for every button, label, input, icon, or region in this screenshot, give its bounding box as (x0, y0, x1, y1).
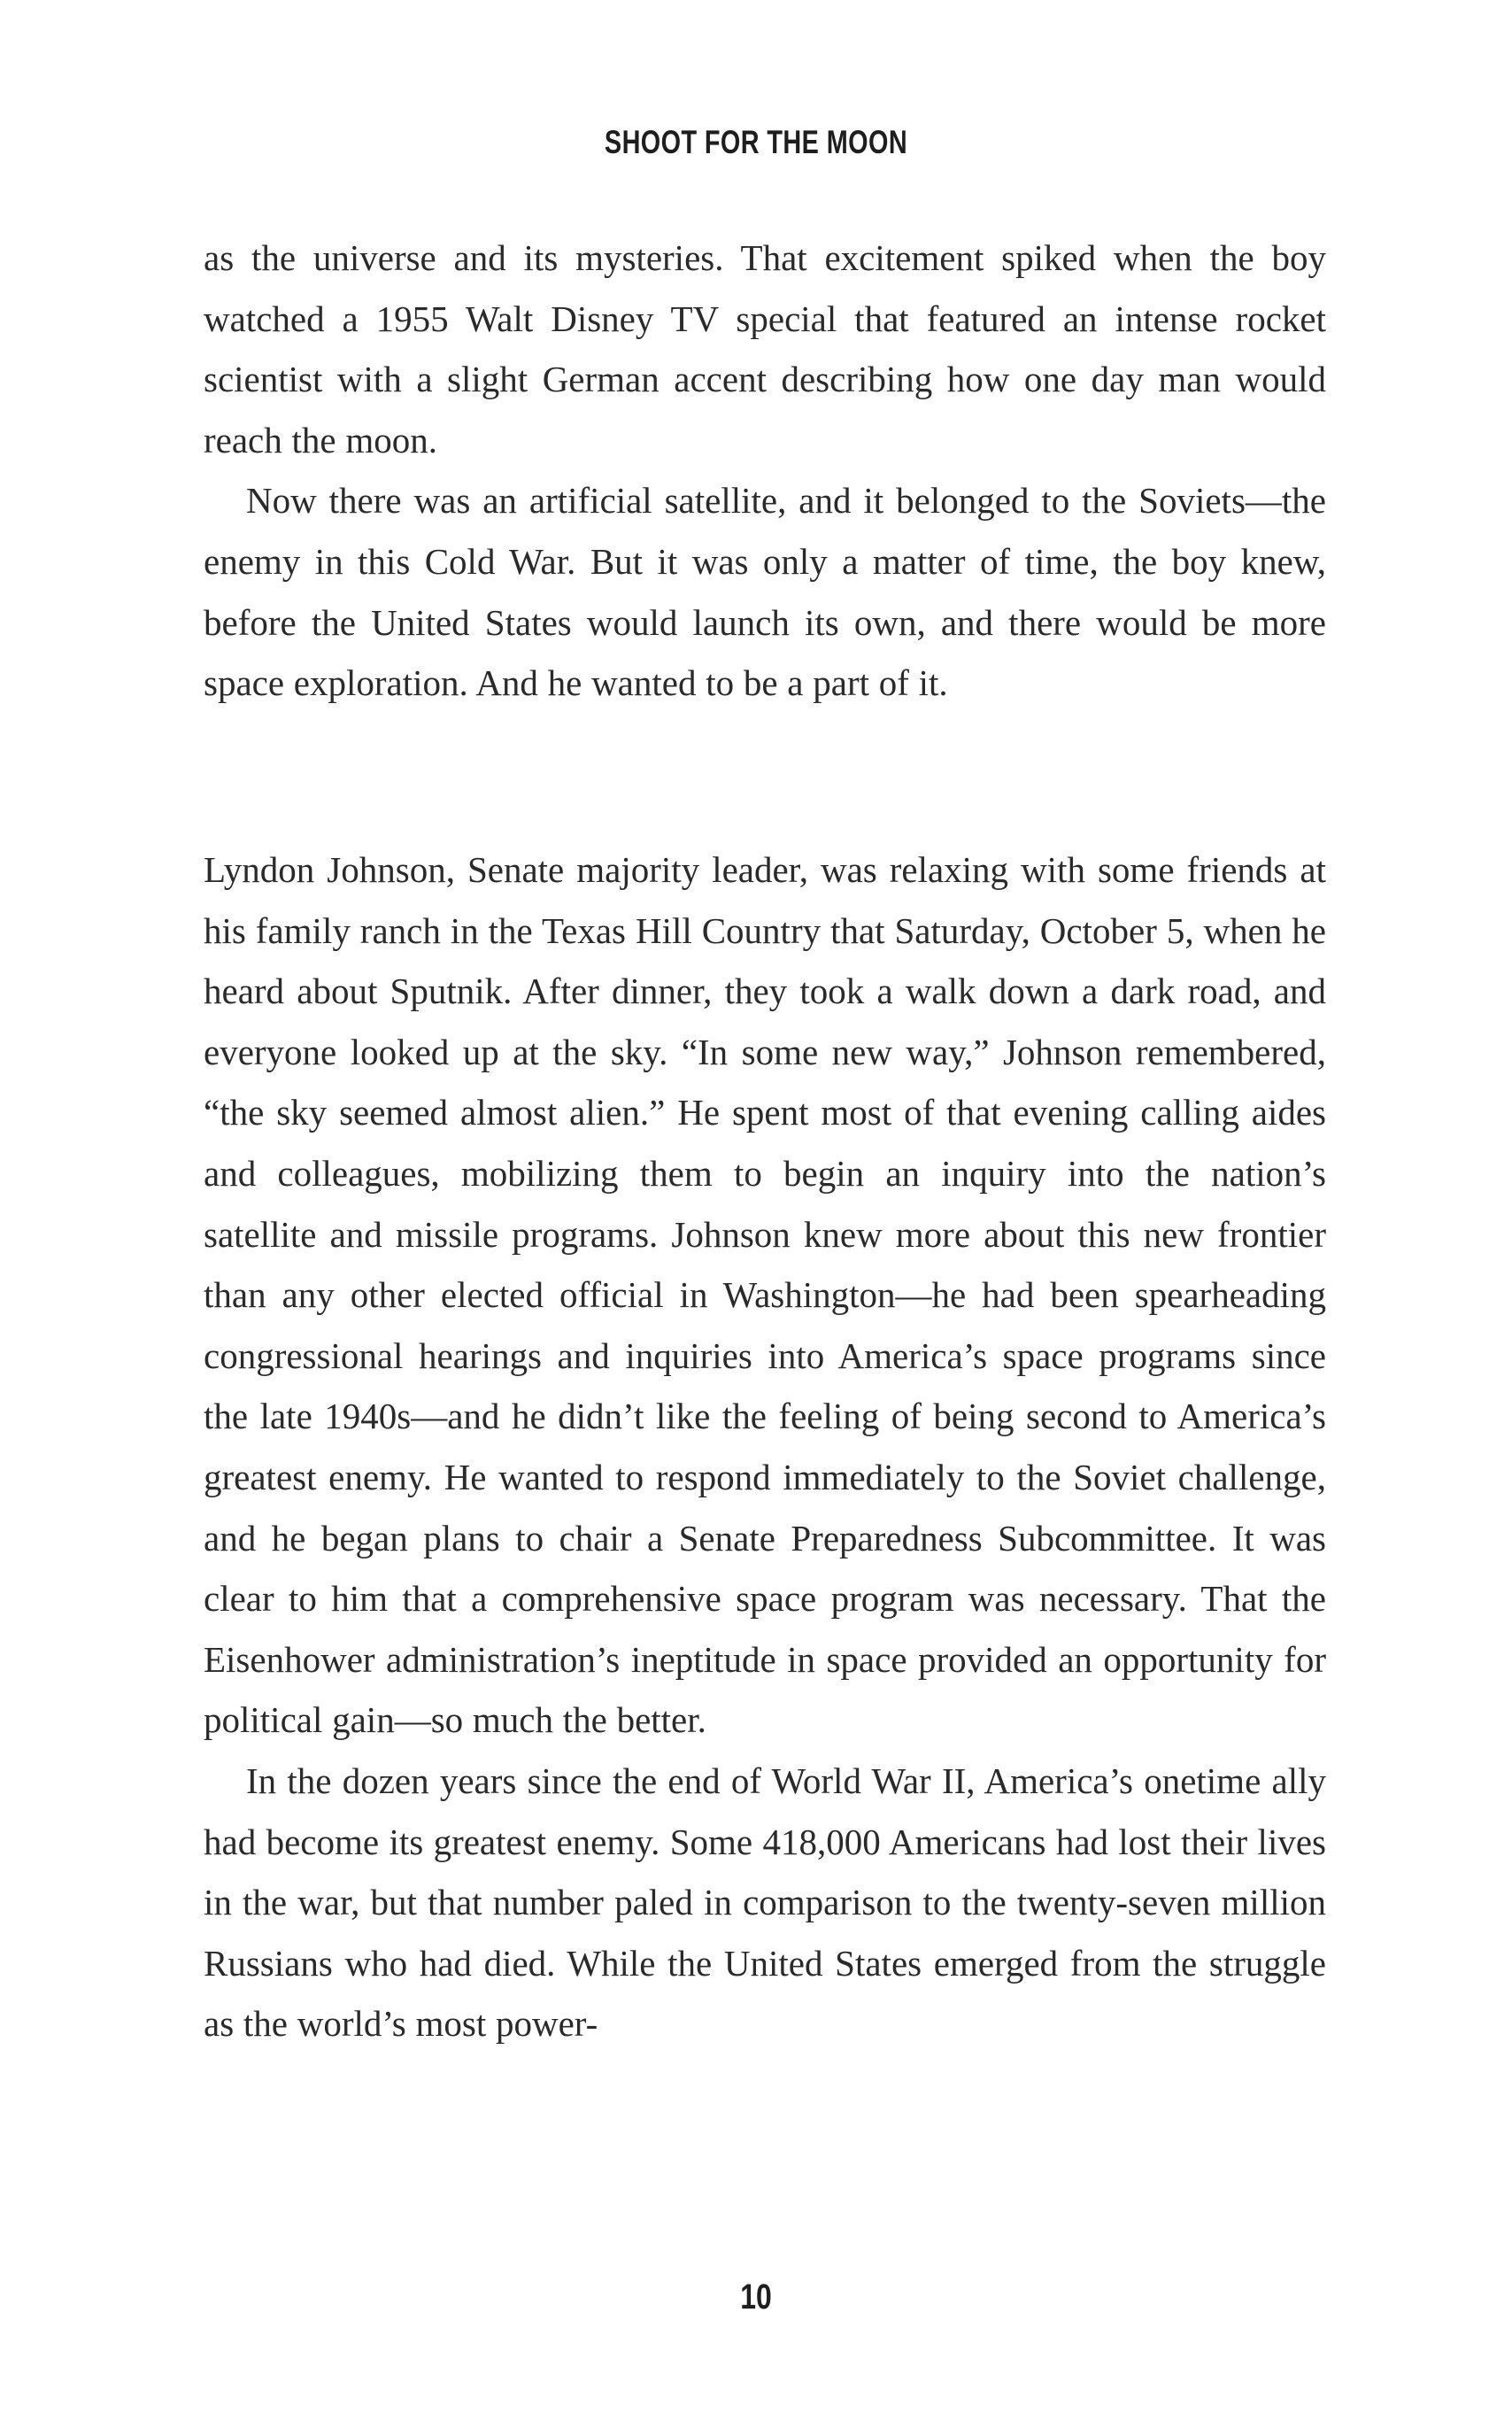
paragraph-1: as the universe and its mysteries. That excitement spiked when the boy watched a 1955 Walt Disney TV special that featured an intense rocket scientist with a slight German accent describing how one day man would reach the moon. (204, 237, 1326, 460)
text-block-section (204, 839, 1326, 2054)
page-number: 10 (740, 2278, 772, 2317)
paragraph-4: In the dozen years since the end of World War II, America’s onetime ally had become its greatest enemy. Some 418,000 Americans had lost their lives in the war, but that number paled in comparison to the twenty-seven million Russians who had died. While the United States emerged from the struggle as the world’s most power- (204, 1760, 1326, 2045)
text-block-top (204, 228, 1326, 714)
paragraph-2: Now there was an artificial satellite, and it belonged to the Soviets—the enemy in this Cold War. But it was only a matter of time, the boy knew, before the United States would launch its own, and there would be more space exploration. And he wanted to be a part of it. (204, 480, 1326, 704)
paragraph-3: Lyndon Johnson, Senate majority leader, was relaxing with some friends at his family ranch in the Texas Hill Country that Saturday, October 5, when he heard about Sputnik. After dinner, they took a walk down a dark road, and everyone looked up at the sky. “In some new way,” Johnson remembered, “the sky seemed almost alien.” He spent most of that evening calling aides and colleagues, mobilizing them to begin an inquiry into the nation’s satellite and missile programs. Johnson knew more about this new frontier than any other elected official in Washington—he had been spearheading congressional hearings and inquiries into America’s space programs since the late 1940s—and he didn’t like the feeling of being second to America’s greatest enemy. He wanted to respond immediately to the Soviet challenge, and he began plans to chair a Senate Preparedness Subcommittee. It was clear to him that a comprehensive space program was necessary. That the Eisenhower administration’s ineptitude in space provided an opportunity for political gain—so much the better. (204, 849, 1326, 1741)
running-head: SHOOT FOR THE MOON (604, 124, 908, 160)
